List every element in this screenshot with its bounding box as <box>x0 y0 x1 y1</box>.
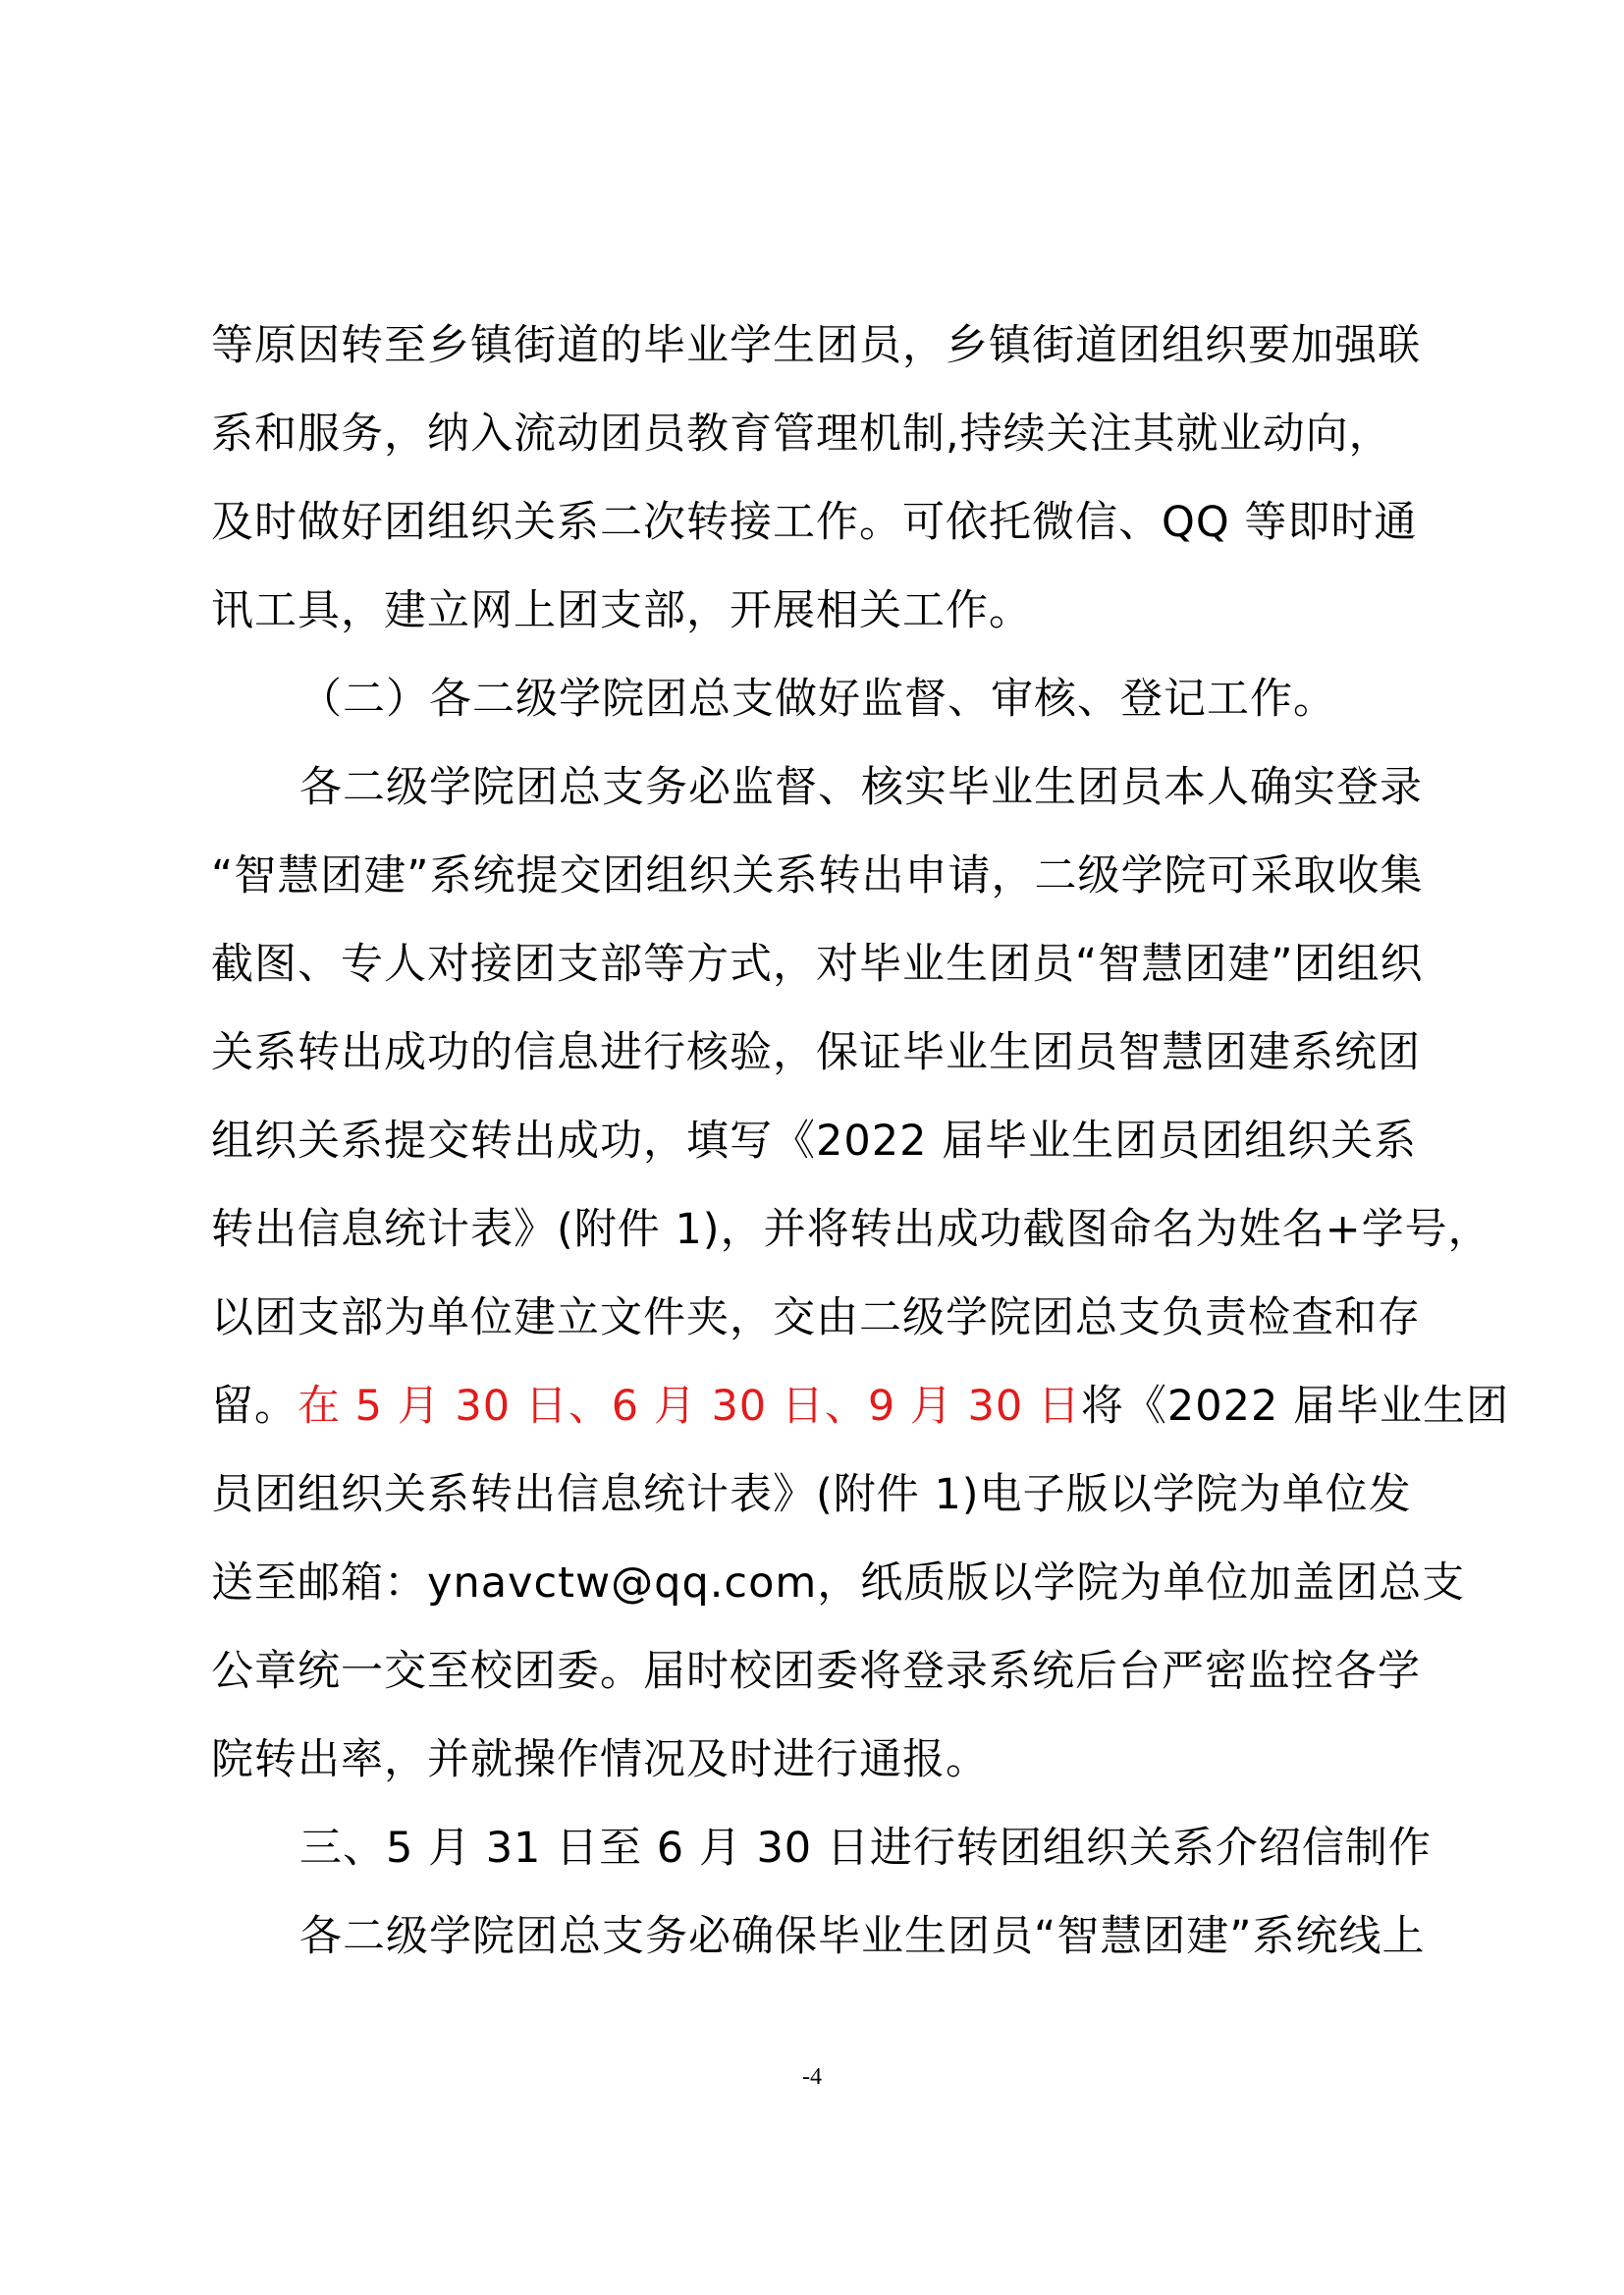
paragraph-line: 院转出率，并就操作情况及时进行通报。 <box>211 1735 989 1784</box>
paragraph-line: “智慧团建”系统提交团组织关系转出申请，二级学院可采取收集 <box>211 851 1424 901</box>
paragraph-line: 截图、专人对接团支部等方式，对毕业生团员“智慧团建”团组织 <box>211 940 1424 989</box>
deadline-dates-highlight: 在 5 月 30 日、6 月 30 日、9 月 30 日 <box>298 1382 1081 1431</box>
paragraph-line: 公章统一交至校团委。届时校团委将登录系统后台严密监控各学 <box>211 1647 1421 1696</box>
paragraph-line: 及时做好团组织关系二次转接工作。可依托微信、QQ 等即时通 <box>211 498 1418 547</box>
paragraph-line: 关系转出成功的信息进行核验，保证毕业生团员智慧团建系统团 <box>211 1028 1421 1077</box>
paragraph-line: 各二级学院团总支务必确保毕业生团员“智慧团建”系统线上 <box>299 1912 1426 1961</box>
paragraph-line: 员团组织关系转出信息统计表》(附件 1)电子版以学院为单位发 <box>211 1470 1412 1519</box>
paragraph-line: 以团支部为单位建立文件夹，交由二级学院团总支负责检查和存 <box>211 1293 1421 1342</box>
section-heading: （二）各二级学院团总支做好监督、审核、登记工作。 <box>299 675 1336 724</box>
paragraph-line: 各二级学院团总支务必监督、核实毕业生团员本人确实登录 <box>299 763 1423 812</box>
page-number: -4 <box>802 2064 822 2090</box>
paragraph-line: 等原因转至乡镇街道的毕业学生团员，乡镇街道团组织要加强联 <box>211 321 1421 370</box>
paragraph-line: 组织关系提交转出成功，填写《2022 届毕业生团员团组织关系 <box>211 1117 1418 1166</box>
paragraph-line: 讯工具，建立网上团支部，开展相关工作。 <box>211 586 1032 635</box>
section-heading: 三、5 月 31 日至 6 月 30 日进行转团组织关系介绍信制作 <box>299 1824 1432 1873</box>
paragraph-line: 转出信息统计表》(附件 1)，并将转出成功截图命名为姓名+学号， <box>211 1205 1491 1254</box>
email-line: 送至邮箱：ynavctw@qq.com，纸质版以学院为单位加盖团总支 <box>211 1558 1466 1608</box>
deadline-line <box>211 1377 1510 1436</box>
paragraph-line: 系和服务，纳入流动团员教育管理机制,持续关注其就业动向， <box>211 410 1392 459</box>
deadline-line-prefix: 留。 <box>211 1382 298 1431</box>
deadline-line-suffix: 将《2022 届毕业生团 <box>1080 1382 1510 1431</box>
